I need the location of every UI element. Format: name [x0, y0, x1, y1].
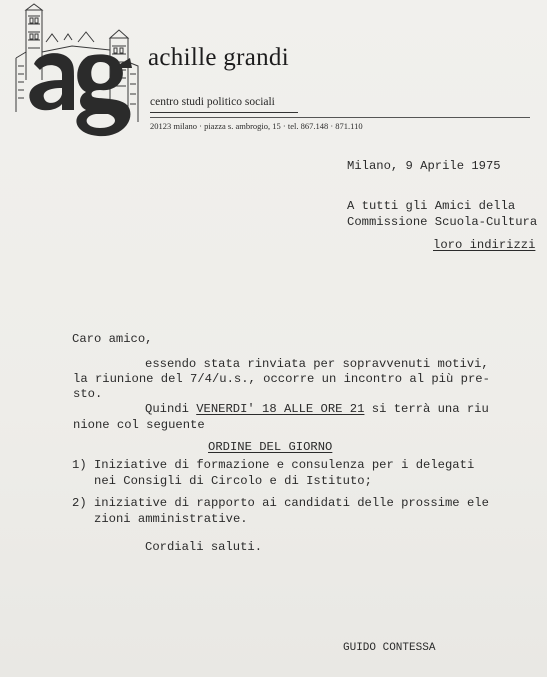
organization-subtitle: centro studi politico sociali — [150, 96, 275, 108]
recipient-line-3: loro indirizzi — [433, 238, 536, 252]
organization-contact: 20123 milano · piazza s. ambrogio, 15 · tel. 867.148 · 871.110 — [150, 121, 363, 131]
agenda-item-2-line-2: zioni amministrative. — [94, 512, 248, 526]
signature: GUIDO CONTESSA — [343, 642, 436, 654]
paragraph-2-suffix: si terrà una riu — [371, 402, 489, 416]
paragraph-1-line-2: la riunione del 7/4/u.s., occorre un incontro al più pre- — [73, 372, 490, 386]
paragraph-1-line-3: sto. — [73, 387, 103, 401]
meeting-date-time: VENERDI' 18 ALLE ORE 21 — [196, 402, 365, 416]
paragraph-2-line-1 — [145, 403, 489, 415]
ag-logo — [12, 2, 142, 142]
agenda-item-1-line-1: 1) Iniziative di formazione e consulenza per i delegati — [72, 458, 475, 472]
letter-date: Milano, 9 Aprile 1975 — [347, 159, 501, 173]
paragraph-2-prefix: Quindi — [145, 402, 189, 416]
paragraph-2-line-2: nione col seguente — [73, 418, 205, 432]
closing: Cordiali saluti. — [145, 540, 263, 554]
paragraph-1-line-1: essendo stata rinviata per sopravvenuti motivi, — [145, 357, 489, 371]
salutation: Caro amico, — [72, 332, 153, 346]
agenda-title: ORDINE DEL GIORNO — [208, 440, 333, 454]
ag-logo-graphic — [12, 2, 142, 142]
recipient-line-2: Commissione Scuola-Cultura — [347, 215, 538, 229]
contact-rule — [150, 117, 530, 118]
recipient-line-1: A tutti gli Amici della — [347, 199, 516, 213]
agenda-item-1-line-2: nei Consigli di Circolo e di Istituto; — [94, 474, 372, 488]
organization-name: achille grandi — [148, 44, 289, 71]
agenda-item-2-line-1: 2) iniziative di rapporto ai candidati delle prossime ele — [72, 496, 489, 510]
subtitle-underline — [150, 112, 298, 113]
